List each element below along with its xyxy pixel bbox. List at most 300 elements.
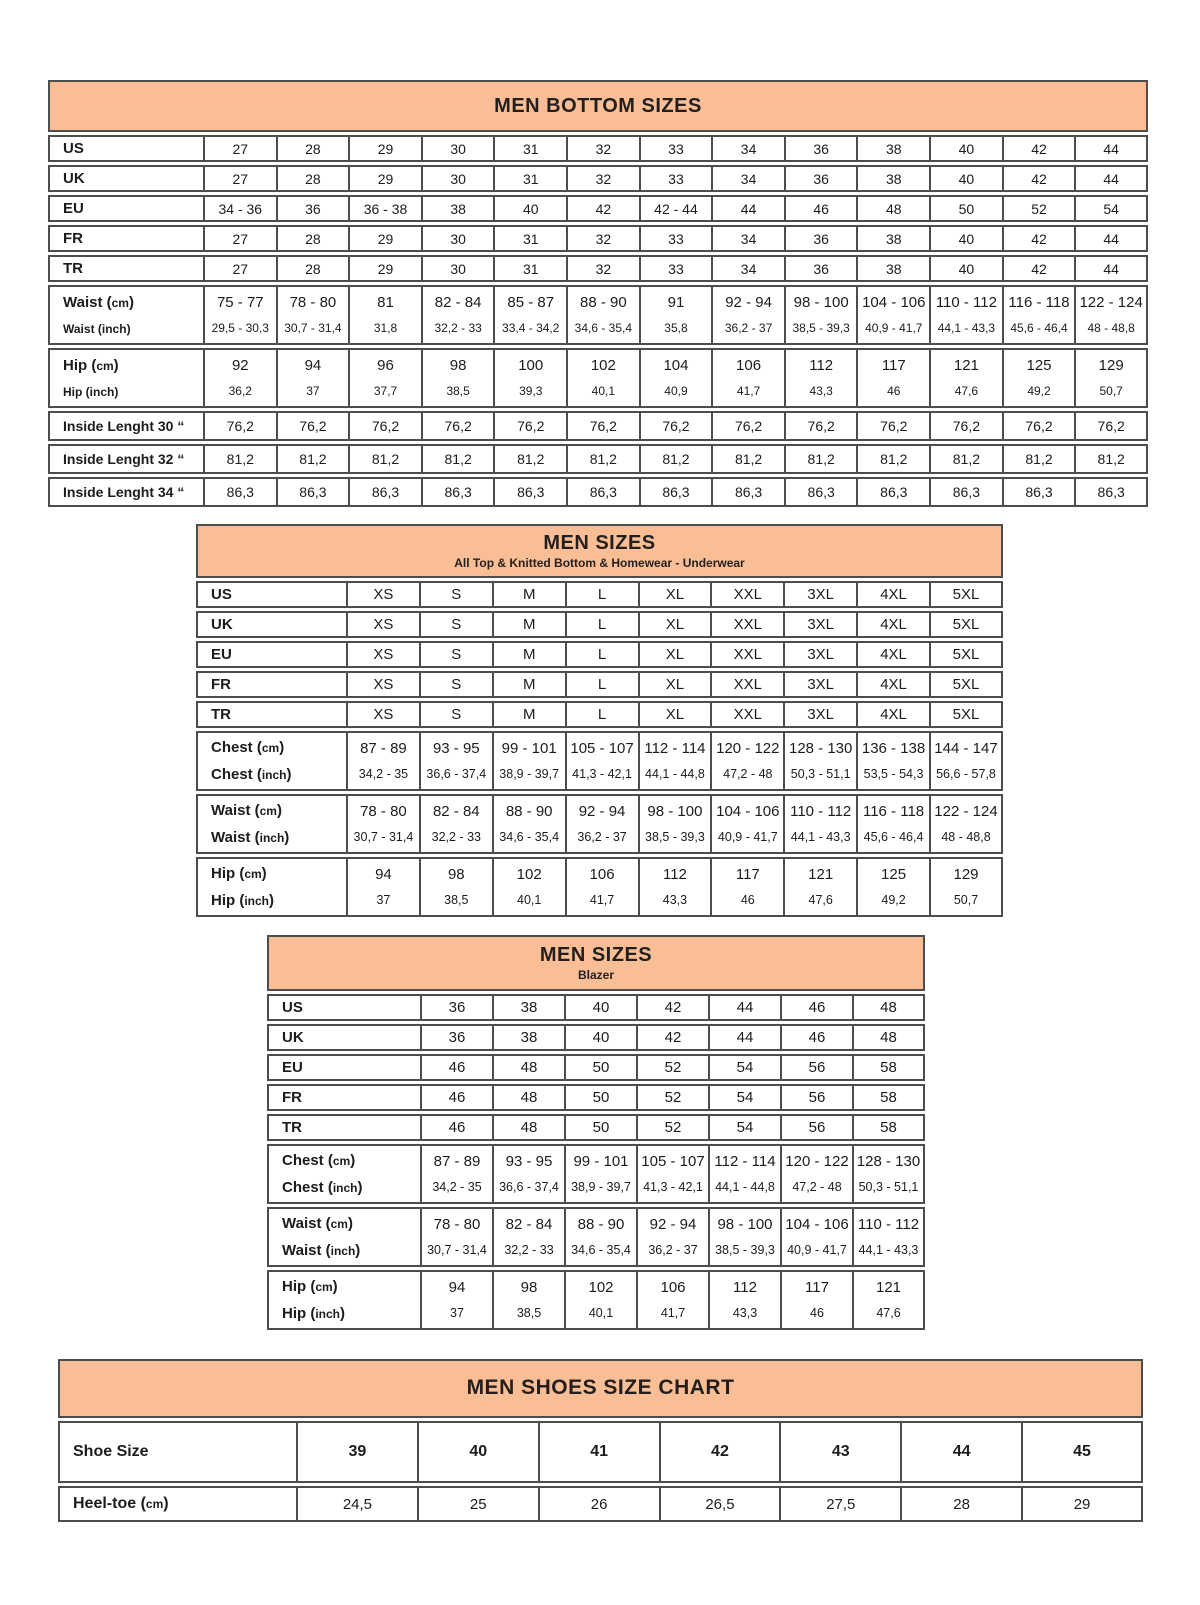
men-sizes-top-table: [196, 521, 1003, 920]
table-row: [48, 255, 1148, 282]
table-row: [267, 1270, 925, 1330]
table-title: MEN BOTTOM SIZES: [494, 94, 702, 117]
data-cell: 88 - 90 34,6 - 35,4: [493, 794, 566, 854]
data-cell: M: [493, 581, 566, 608]
row-label-cell: Chest (cm) Chest (inch): [196, 731, 347, 791]
data-cell: 40: [930, 135, 1003, 162]
data-cell: 31: [494, 225, 567, 252]
table-header-row: [267, 935, 925, 991]
data-cell: 34: [712, 135, 785, 162]
data-cell: 38: [422, 195, 495, 222]
data-cell: 44: [1075, 225, 1148, 252]
table-row: [48, 195, 1148, 222]
data-cell: 82 - 84 32,2 - 33: [422, 285, 495, 345]
data-cell: 5XL: [930, 641, 1003, 668]
row-label-cell: US: [196, 581, 347, 608]
data-cell: 44: [709, 994, 781, 1021]
table-header-row: [58, 1359, 1143, 1418]
data-cell: 32: [567, 165, 640, 192]
row-label-cell: TR: [267, 1114, 421, 1141]
table-row: [196, 701, 1003, 728]
row-label-cell: Hip (cm) Hip (inch): [48, 348, 204, 408]
data-cell: 42: [1003, 255, 1076, 282]
data-cell: M: [493, 701, 566, 728]
data-cell: 86,3: [494, 477, 567, 507]
data-cell: 54: [709, 1114, 781, 1141]
data-cell: 46: [421, 1114, 493, 1141]
data-cell: 27: [204, 165, 277, 192]
table-header-row: [196, 524, 1003, 578]
data-cell: XL: [639, 611, 712, 638]
data-cell: 76,2: [277, 411, 350, 441]
data-cell: 58: [853, 1114, 925, 1141]
data-cell: M: [493, 611, 566, 638]
data-cell: XL: [639, 641, 712, 668]
data-cell: 58: [853, 1084, 925, 1111]
data-cell: XL: [639, 701, 712, 728]
table-row: [58, 1421, 1143, 1483]
row-label-cell: Inside Lenght 34 “: [48, 477, 204, 507]
data-cell: 29: [349, 135, 422, 162]
data-cell: 44: [901, 1421, 1022, 1483]
data-cell: 128 - 130 50,3 - 51,1: [853, 1144, 925, 1204]
data-cell: 3XL: [784, 701, 857, 728]
data-cell: 86,3: [277, 477, 350, 507]
data-cell: 86,3: [857, 477, 930, 507]
data-cell: 28: [277, 135, 350, 162]
data-cell: 81,2: [567, 444, 640, 474]
data-cell: 54: [709, 1054, 781, 1081]
data-cell: 36 - 38: [349, 195, 422, 222]
data-cell: 78 - 80 30,7 - 31,4: [421, 1207, 493, 1267]
row-label-cell: UK: [267, 1024, 421, 1051]
data-cell: 86,3: [640, 477, 713, 507]
data-cell: 48: [493, 1054, 565, 1081]
data-cell: 38: [857, 135, 930, 162]
data-cell: L: [566, 701, 639, 728]
row-label-cell: TR: [196, 701, 347, 728]
data-cell: 86,3: [422, 477, 495, 507]
data-cell: 30: [422, 225, 495, 252]
data-cell: 26,5: [660, 1486, 781, 1522]
row-label-cell: TR: [48, 255, 204, 282]
data-cell: 29: [1022, 1486, 1143, 1522]
data-cell: XS: [347, 611, 420, 638]
row-label-cell: US: [48, 135, 204, 162]
data-cell: 5XL: [930, 611, 1003, 638]
data-cell: 86,3: [1075, 477, 1148, 507]
data-cell: 45: [1022, 1421, 1143, 1483]
row-label-cell: US: [267, 994, 421, 1021]
row-label-cell: EU: [196, 641, 347, 668]
data-cell: 34: [712, 225, 785, 252]
table-row: [267, 994, 925, 1021]
data-cell: 46: [785, 195, 858, 222]
table-title: MEN SIZES: [539, 943, 653, 966]
data-cell: 40: [930, 225, 1003, 252]
data-cell: XL: [639, 671, 712, 698]
row-label-cell: Shoe Size: [58, 1421, 297, 1483]
men-shoes-size-table: [58, 1356, 1143, 1525]
data-cell: 120 - 122 47,2 - 48: [711, 731, 784, 791]
data-cell: 29: [349, 255, 422, 282]
data-cell: 4XL: [857, 641, 930, 668]
table-row: [48, 165, 1148, 192]
data-cell: 46: [781, 1024, 853, 1051]
data-cell: 34: [712, 255, 785, 282]
data-cell: 76,2: [785, 411, 858, 441]
data-cell: 128 - 130 50,3 - 51,1: [784, 731, 857, 791]
data-cell: 29: [349, 165, 422, 192]
data-cell: 105 - 107 41,3 - 42,1: [637, 1144, 709, 1204]
table-row: [267, 1144, 925, 1204]
data-cell: 81,2: [930, 444, 1003, 474]
data-cell: 94 37: [347, 857, 420, 917]
data-cell: 3XL: [784, 611, 857, 638]
table-row: [48, 225, 1148, 252]
data-cell: 102 40,1: [567, 348, 640, 408]
data-cell: 42: [660, 1421, 781, 1483]
data-cell: 44: [712, 195, 785, 222]
data-cell: 110 - 112 44,1 - 43,3: [853, 1207, 925, 1267]
table-subtitle: All Top & Knitted Bottom & Homewear - Underwear: [454, 555, 745, 570]
table-header: [48, 80, 1148, 132]
data-cell: 52: [637, 1084, 709, 1111]
data-cell: 39: [297, 1421, 418, 1483]
data-cell: 26: [539, 1486, 660, 1522]
data-cell: 3XL: [784, 641, 857, 668]
data-cell: XS: [347, 581, 420, 608]
table-row: [196, 611, 1003, 638]
data-cell: 98 38,5: [422, 348, 495, 408]
data-cell: 76,2: [1075, 411, 1148, 441]
table-row: [267, 1054, 925, 1081]
data-cell: 81,2: [1075, 444, 1148, 474]
data-cell: 42: [1003, 165, 1076, 192]
data-cell: 32: [567, 135, 640, 162]
data-cell: 38: [857, 255, 930, 282]
data-cell: 42: [637, 1024, 709, 1051]
table-row: [48, 135, 1148, 162]
data-cell: 93 - 95 36,6 - 37,4: [420, 731, 493, 791]
data-cell: 5XL: [930, 581, 1003, 608]
data-cell: 106 41,7: [566, 857, 639, 917]
data-cell: 40: [930, 255, 1003, 282]
data-cell: 48: [493, 1084, 565, 1111]
data-cell: 54: [709, 1084, 781, 1111]
data-cell: 33: [640, 225, 713, 252]
data-cell: 76,2: [349, 411, 422, 441]
table-header-row: [48, 80, 1148, 132]
data-cell: 31: [494, 135, 567, 162]
data-cell: 144 - 147 56,6 - 57,8: [930, 731, 1003, 791]
data-cell: 46: [421, 1054, 493, 1081]
data-cell: 96 37,7: [349, 348, 422, 408]
row-label-cell: EU: [48, 195, 204, 222]
data-cell: 56: [781, 1114, 853, 1141]
data-cell: 86,3: [349, 477, 422, 507]
data-cell: 104 - 106 40,9 - 41,7: [711, 794, 784, 854]
row-label-cell: Heel-toe (cm): [58, 1486, 297, 1522]
data-cell: 81,2: [422, 444, 495, 474]
data-cell: 86,3: [712, 477, 785, 507]
data-cell: 81,2: [1003, 444, 1076, 474]
data-cell: 27: [204, 225, 277, 252]
data-cell: 94 37: [421, 1270, 493, 1330]
data-cell: 116 - 118 45,6 - 46,4: [857, 794, 930, 854]
row-label-cell: UK: [196, 611, 347, 638]
data-cell: L: [566, 671, 639, 698]
data-cell: XXL: [711, 671, 784, 698]
table-row: [196, 731, 1003, 791]
table-row: [48, 444, 1148, 474]
data-cell: 4XL: [857, 671, 930, 698]
data-cell: 50: [565, 1054, 637, 1081]
data-cell: XS: [347, 641, 420, 668]
data-cell: 42: [1003, 135, 1076, 162]
data-cell: XS: [347, 701, 420, 728]
row-label-cell: Chest (cm) Chest (inch): [267, 1144, 421, 1204]
data-cell: 82 - 84 32,2 - 33: [493, 1207, 565, 1267]
data-cell: 36: [785, 165, 858, 192]
data-cell: 38: [493, 1024, 565, 1051]
data-cell: 30: [422, 135, 495, 162]
row-label-cell: Waist (cm) Waist (inch): [48, 285, 204, 345]
data-cell: 28: [277, 255, 350, 282]
row-label-cell: FR: [196, 671, 347, 698]
data-cell: 48: [857, 195, 930, 222]
data-cell: 94 37: [277, 348, 350, 408]
data-cell: 81,2: [785, 444, 858, 474]
data-cell: 56: [781, 1084, 853, 1111]
data-cell: 98 - 100 38,5 - 39,3: [709, 1207, 781, 1267]
data-cell: 36: [421, 994, 493, 1021]
data-cell: 27,5: [780, 1486, 901, 1522]
data-cell: 44: [1075, 165, 1148, 192]
data-cell: 38: [857, 225, 930, 252]
data-cell: 40: [930, 165, 1003, 192]
table-row: [48, 348, 1148, 408]
data-cell: L: [566, 641, 639, 668]
data-cell: 28: [901, 1486, 1022, 1522]
data-cell: 92 - 94 36,2 - 37: [712, 285, 785, 345]
table-row: [196, 581, 1003, 608]
data-cell: 81,2: [349, 444, 422, 474]
data-cell: 36: [785, 255, 858, 282]
data-cell: 99 - 101 38,9 - 39,7: [565, 1144, 637, 1204]
data-cell: 50: [565, 1084, 637, 1111]
data-cell: 99 - 101 38,9 - 39,7: [493, 731, 566, 791]
data-cell: 42: [567, 195, 640, 222]
data-cell: 81,2: [204, 444, 277, 474]
data-cell: 76,2: [930, 411, 1003, 441]
data-cell: 36: [785, 225, 858, 252]
data-cell: XXL: [711, 641, 784, 668]
data-cell: 75 - 77 29,5 - 30,3: [204, 285, 277, 345]
data-cell: 112 - 114 44,1 - 44,8: [709, 1144, 781, 1204]
data-cell: 100 39,3: [494, 348, 567, 408]
data-cell: L: [566, 581, 639, 608]
table-subtitle: Blazer: [577, 967, 615, 982]
data-cell: 25: [418, 1486, 539, 1522]
data-cell: 31: [494, 165, 567, 192]
data-cell: 40: [418, 1421, 539, 1483]
data-cell: 42: [637, 994, 709, 1021]
data-cell: 102 40,1: [565, 1270, 637, 1330]
data-cell: 36: [785, 135, 858, 162]
data-cell: 98 - 100 38,5 - 39,3: [639, 794, 712, 854]
data-cell: XXL: [711, 581, 784, 608]
data-cell: 4XL: [857, 611, 930, 638]
table-row: [267, 1207, 925, 1267]
data-cell: 104 - 106 40,9 - 41,7: [857, 285, 930, 345]
data-cell: 34: [712, 165, 785, 192]
data-cell: 93 - 95 36,6 - 37,4: [493, 1144, 565, 1204]
data-cell: 52: [1003, 195, 1076, 222]
data-cell: 112 - 114 44,1 - 44,8: [639, 731, 712, 791]
data-cell: 88 - 90 34,6 - 35,4: [567, 285, 640, 345]
data-cell: 28: [277, 225, 350, 252]
data-cell: S: [420, 581, 493, 608]
data-cell: 117 46: [857, 348, 930, 408]
row-label-cell: FR: [267, 1084, 421, 1111]
row-label-cell: Inside Lenght 30 “: [48, 411, 204, 441]
data-cell: 81,2: [712, 444, 785, 474]
data-cell: 125 49,2: [857, 857, 930, 917]
data-cell: 30: [422, 255, 495, 282]
data-cell: 27: [204, 135, 277, 162]
data-cell: 76,2: [494, 411, 567, 441]
data-cell: XL: [639, 581, 712, 608]
data-cell: 87 - 89 34,2 - 35: [347, 731, 420, 791]
table-row: [48, 285, 1148, 345]
data-cell: 121 47,6: [930, 348, 1003, 408]
data-cell: 91 35,8: [640, 285, 713, 345]
data-cell: 129 50,7: [930, 857, 1003, 917]
data-cell: 44: [1075, 255, 1148, 282]
table-row: [48, 411, 1148, 441]
data-cell: 33: [640, 135, 713, 162]
data-cell: 48: [853, 1024, 925, 1051]
data-cell: 92 36,2: [204, 348, 277, 408]
data-cell: 121 47,6: [784, 857, 857, 917]
data-cell: 76,2: [1003, 411, 1076, 441]
data-cell: 50: [565, 1114, 637, 1141]
data-cell: 120 - 122 47,2 - 48: [781, 1144, 853, 1204]
data-cell: 29: [349, 225, 422, 252]
data-cell: 50: [930, 195, 1003, 222]
table-row: [267, 1114, 925, 1141]
data-cell: 44: [1075, 135, 1148, 162]
data-cell: 34 - 36: [204, 195, 277, 222]
table-row: [58, 1486, 1143, 1522]
table-title: MEN SHOES SIZE CHART: [466, 1376, 735, 1400]
data-cell: 76,2: [204, 411, 277, 441]
data-cell: 86,3: [785, 477, 858, 507]
data-cell: 121 47,6: [853, 1270, 925, 1330]
data-cell: 54: [1075, 195, 1148, 222]
data-cell: 56: [781, 1054, 853, 1081]
data-cell: 40: [565, 1024, 637, 1051]
data-cell: 28: [277, 165, 350, 192]
data-cell: 81,2: [277, 444, 350, 474]
data-cell: 42 - 44: [640, 195, 713, 222]
data-cell: 36: [421, 1024, 493, 1051]
table-row: [196, 794, 1003, 854]
data-cell: 52: [637, 1054, 709, 1081]
data-cell: 116 - 118 45,6 - 46,4: [1003, 285, 1076, 345]
table-header: [267, 935, 925, 991]
data-cell: 86,3: [930, 477, 1003, 507]
data-cell: 41: [539, 1421, 660, 1483]
data-cell: XS: [347, 671, 420, 698]
row-label-cell: FR: [48, 225, 204, 252]
data-cell: 87 - 89 34,2 - 35: [421, 1144, 493, 1204]
men-bottom-sizes-table: [48, 77, 1148, 510]
row-label-cell: Hip (cm) Hip (inch): [267, 1270, 421, 1330]
data-cell: 42: [1003, 225, 1076, 252]
data-cell: 43: [780, 1421, 901, 1483]
data-cell: 78 - 80 30,7 - 31,4: [347, 794, 420, 854]
data-cell: 4XL: [857, 701, 930, 728]
data-cell: 76,2: [857, 411, 930, 441]
data-cell: 40: [494, 195, 567, 222]
data-cell: 81,2: [640, 444, 713, 474]
data-cell: 136 - 138 53,5 - 54,3: [857, 731, 930, 791]
data-cell: 3XL: [784, 671, 857, 698]
data-cell: 24,5: [297, 1486, 418, 1522]
data-cell: 32: [567, 255, 640, 282]
data-cell: 106 41,7: [637, 1270, 709, 1330]
data-cell: 92 - 94 36,2 - 37: [566, 794, 639, 854]
data-cell: 76,2: [422, 411, 495, 441]
data-cell: 40: [565, 994, 637, 1021]
data-cell: 58: [853, 1054, 925, 1081]
data-cell: 27: [204, 255, 277, 282]
table-row: [196, 671, 1003, 698]
data-cell: 4XL: [857, 581, 930, 608]
data-cell: 122 - 124 48 - 48,8: [930, 794, 1003, 854]
data-cell: 106 41,7: [712, 348, 785, 408]
data-cell: 98 38,5: [420, 857, 493, 917]
men-sizes-blazer-table: [267, 932, 925, 1333]
data-cell: XXL: [711, 701, 784, 728]
data-cell: M: [493, 671, 566, 698]
data-cell: 33: [640, 165, 713, 192]
data-cell: S: [420, 641, 493, 668]
data-cell: S: [420, 611, 493, 638]
data-cell: 92 - 94 36,2 - 37: [637, 1207, 709, 1267]
data-cell: 46: [781, 994, 853, 1021]
data-cell: 112 43,3: [709, 1270, 781, 1330]
data-cell: 122 - 124 48 - 48,8: [1075, 285, 1148, 345]
data-cell: XXL: [711, 611, 784, 638]
data-cell: 81,2: [494, 444, 567, 474]
data-cell: 104 40,9: [640, 348, 713, 408]
data-cell: 110 - 112 44,1 - 43,3: [784, 794, 857, 854]
data-cell: 117 46: [781, 1270, 853, 1330]
data-cell: 88 - 90 34,6 - 35,4: [565, 1207, 637, 1267]
data-cell: 76,2: [640, 411, 713, 441]
table-header: [58, 1359, 1143, 1418]
data-cell: M: [493, 641, 566, 668]
data-cell: 48: [493, 1114, 565, 1141]
data-cell: 104 - 106 40,9 - 41,7: [781, 1207, 853, 1267]
data-cell: 38: [493, 994, 565, 1021]
row-label-cell: Waist (cm) Waist (inch): [196, 794, 347, 854]
data-cell: 105 - 107 41,3 - 42,1: [566, 731, 639, 791]
data-cell: 82 - 84 32,2 - 33: [420, 794, 493, 854]
